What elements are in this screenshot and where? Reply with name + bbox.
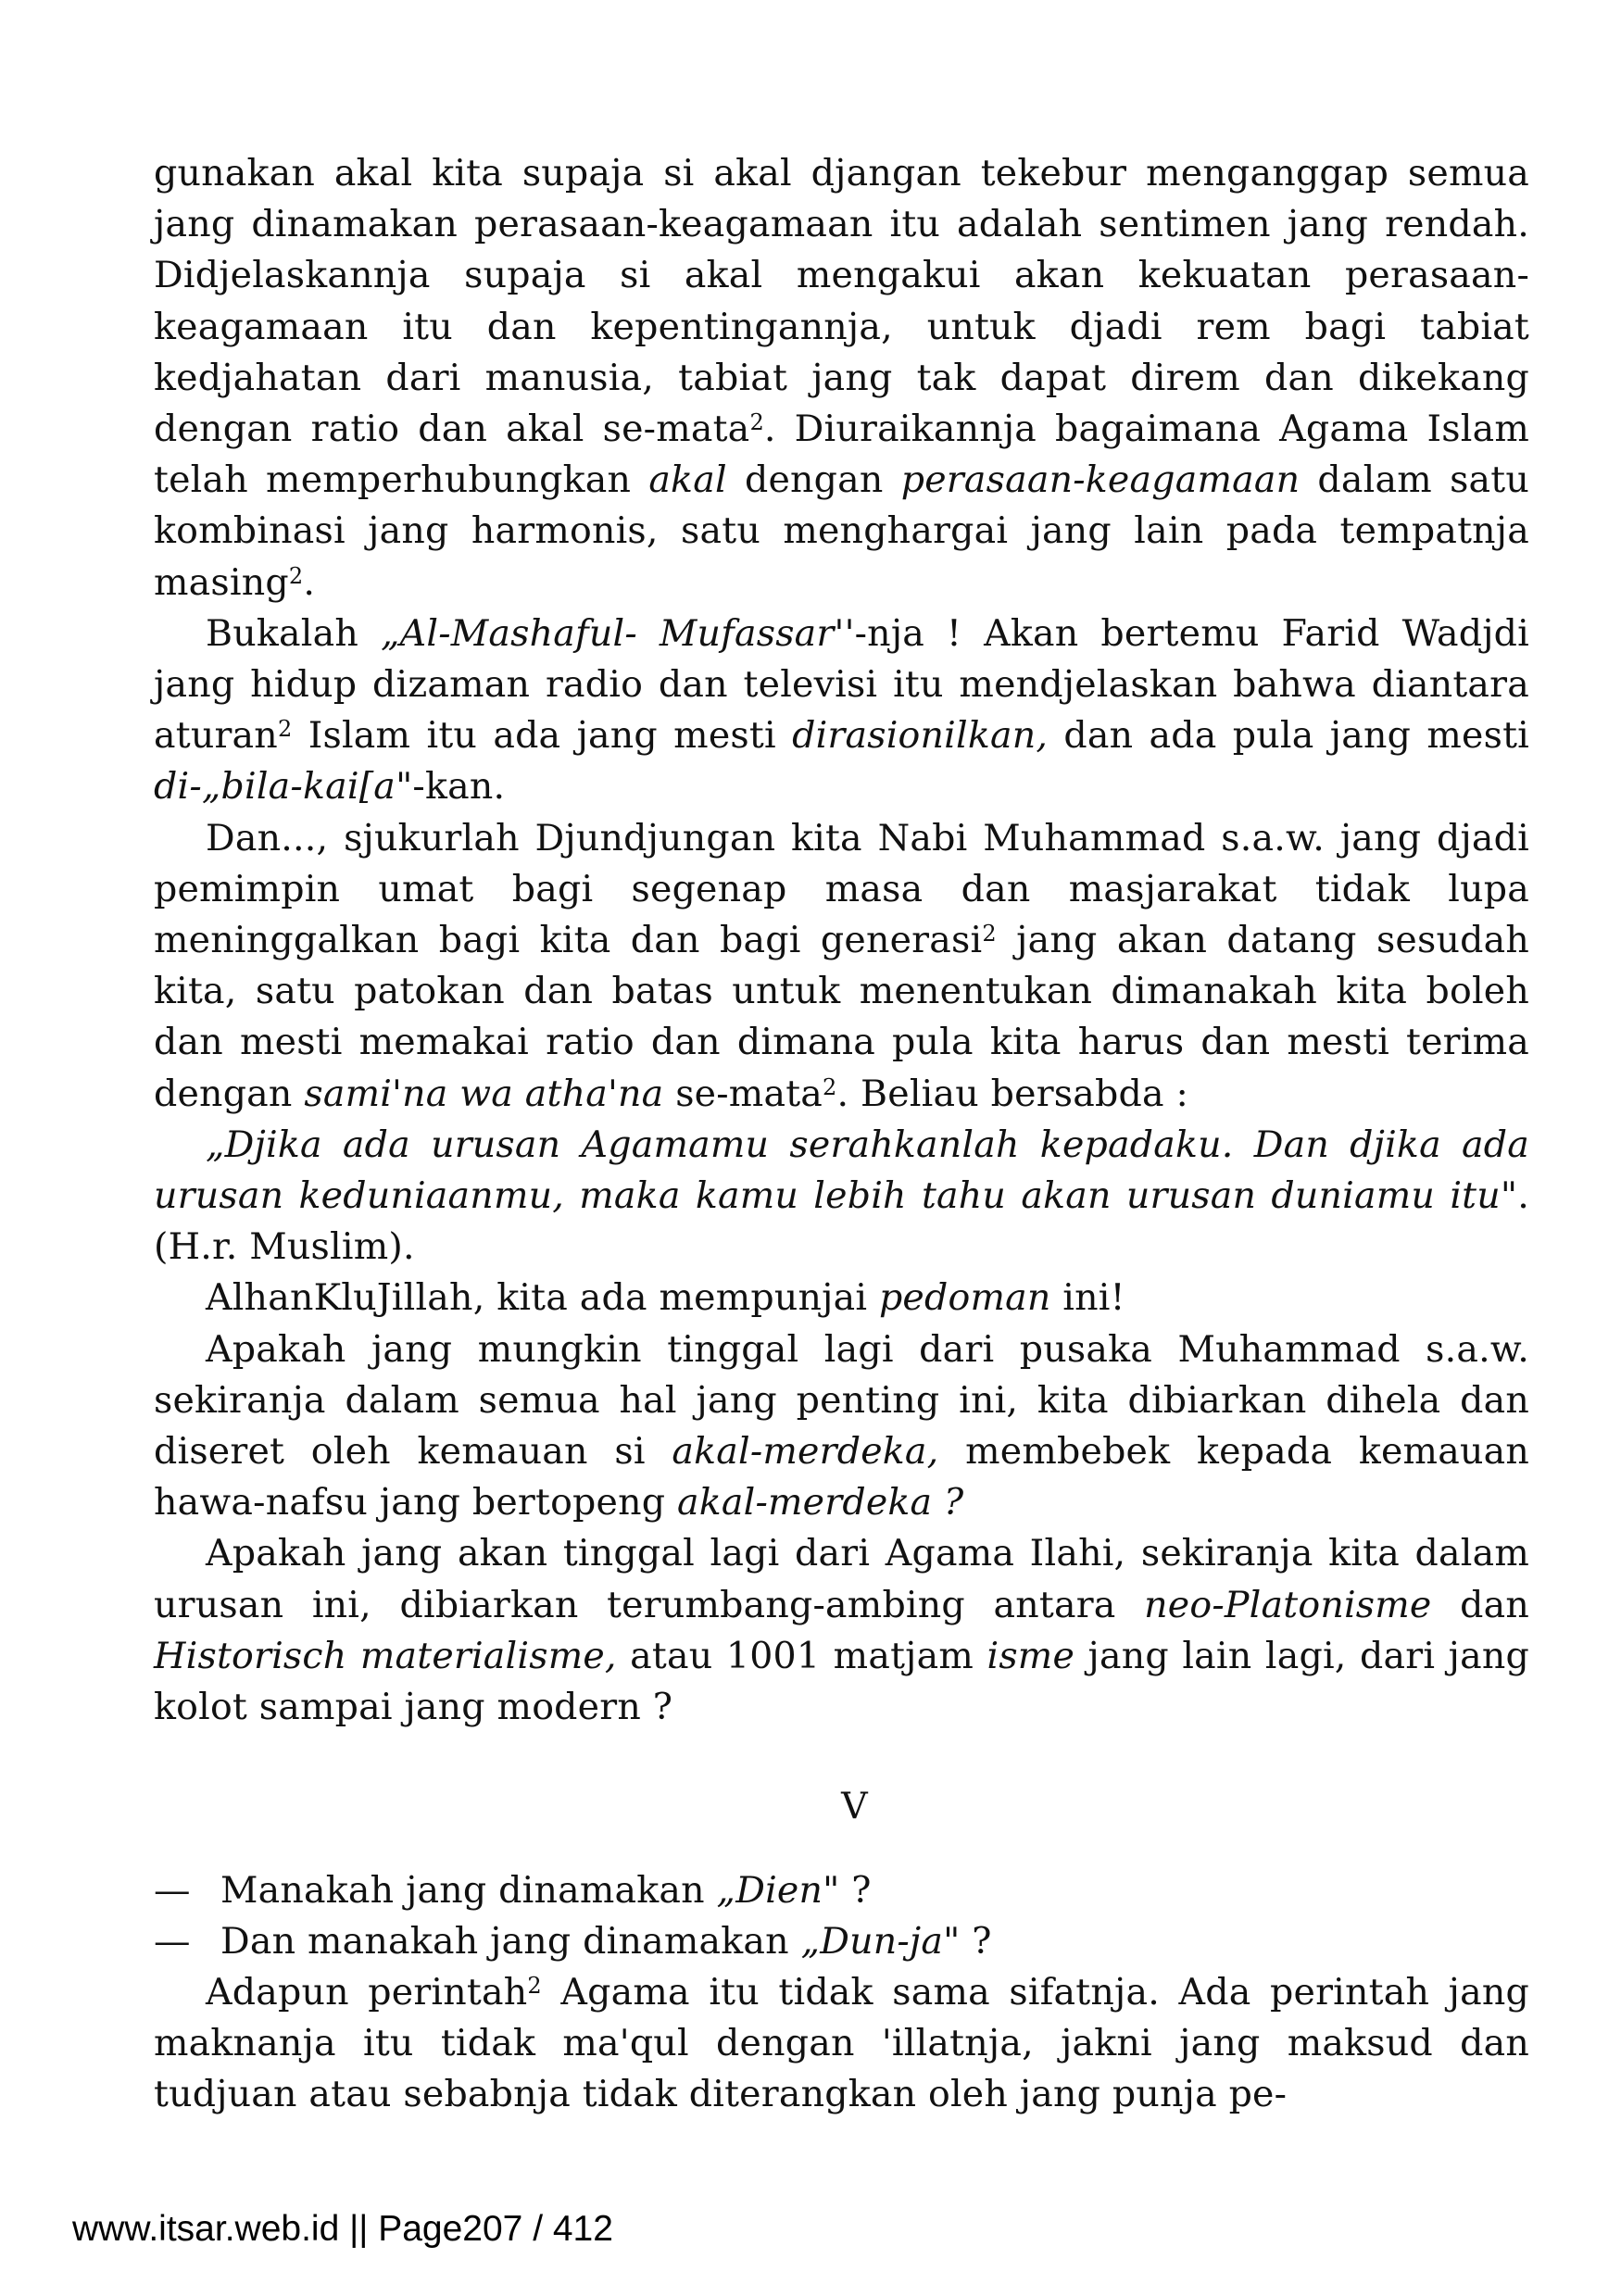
paragraph-text: . Beliau bersabda :	[836, 1072, 1188, 1115]
paragraph-text: Islam itu ada jang mesti	[292, 714, 793, 758]
paragraph-text: atau 1001 matjam	[616, 1634, 987, 1677]
paragraph-text: dan	[1431, 1583, 1529, 1626]
footnote-mark: 2	[982, 921, 997, 947]
paragraph-text: dan ada pula jang mesti	[1048, 714, 1529, 758]
italic-term: pedoman	[878, 1276, 1051, 1320]
paragraph-text: Dan..., sjukurlah Djundjungan kita Nabi Muhammad s.a.w. jang djadi pemimpin umat bagi segenap masa dan masjarakat tidak lupa meninggalkan bagi kita dan bagi generasi	[154, 816, 1529, 962]
paragraph-3	[154, 813, 1529, 1120]
paragraph-2	[154, 609, 1529, 813]
question-text: " ?	[823, 1868, 872, 1912]
footnote-mark: 2	[749, 409, 764, 436]
paragraph-text: ''-nja ! Akan bertemu Farid Wadjdi jang hidup dizaman radio dan televisi itu mendjelaskan bahwa diantara aturan	[154, 611, 1529, 758]
paragraph-text: gunakan akal kita supaja si akal djangan tekebur menganggap semua jang dinamakan perasaan-keagamaan itu adalah sentimen jang rendah. Didjelaskannja supaja si akal mengakui akan kekuatan perasaan-keagamaan itu dan kepentingannja, untuk djadi rem bagi tabiat kedjahatan dari manusia, tabiat jang tak dapat direm dan dikekang dengan ratio dan akal se-mata	[154, 152, 1529, 451]
section-numeral: V	[841, 1785, 868, 1828]
italic-term: dirasionilkan,	[792, 714, 1049, 758]
paragraph-text: jang akan datang sesudah kita, satu patokan dan batas untuk menentukan dimanakah kita boleh dan mesti memakai ratio dan dimana pula kita harus dan mesti terima dengan	[154, 919, 1529, 1115]
paragraph-text: dalam satu kombinasi jang harmonis, satu menghargai jang lain pada tempatnja masing	[154, 458, 1530, 604]
footnote-mark: 2	[823, 1073, 837, 1100]
paragraph-text: Adapun perintah	[206, 1970, 528, 2014]
em-dash: —	[154, 1868, 191, 1912]
footnote-mark: 2	[527, 1972, 542, 1999]
italic-term: „Dien	[716, 1868, 823, 1912]
paragraph-text: se-mata	[663, 1072, 823, 1115]
page-body	[154, 148, 1529, 2121]
question-text: " ?	[943, 1919, 992, 1963]
paragraph-1	[154, 148, 1529, 609]
italic-term: „Dun-ja	[800, 1919, 944, 1963]
question-line	[154, 1916, 1529, 1967]
em-dash: —	[154, 1919, 191, 1963]
italic-term: di-„bila-kai[a	[154, 765, 396, 809]
italic-term: akal-merdeka,	[672, 1430, 939, 1474]
paragraph-text: jang lain lagi, dari jang kolot sampai jang modern ?	[154, 1634, 1529, 1729]
italic-quote: „Djika ada urusan Agamamu serahkanlah kepadaku. Dan djika ada urusan keduniaanmu, maka kamu lebih tahu akan urusan duniamu itu	[154, 1123, 1529, 1218]
paragraph-text: Bukalah	[206, 611, 381, 655]
question-text: Dan manakah jang dinamakan	[220, 1919, 801, 1963]
italic-term: akal	[648, 458, 727, 502]
paragraph-text: AlhanKluJillah, kita ada mempunjai	[206, 1276, 879, 1320]
paragraph-text: dengan	[726, 458, 901, 502]
italic-title: „Al-Mashaful- Mufassar	[381, 611, 835, 655]
italic-term: akal-merdeka ?	[677, 1481, 964, 1524]
paragraph-5	[154, 1273, 1529, 1324]
paragraph-text: "-kan.	[396, 765, 506, 809]
hadith-quote	[154, 1120, 1529, 1273]
paragraph-last	[154, 1967, 1529, 2121]
paragraph-text: Apakah jang akan tinggal lagi dari Agama Ilahi, sekiranja kita dalam urusan ini, dibiarkan terumbang-ambing antara	[154, 1532, 1529, 1626]
footnote-mark: 2	[277, 716, 293, 743]
italic-term: neo-Platonisme	[1144, 1583, 1432, 1626]
italic-term: sami'na wa atha'na	[304, 1072, 664, 1115]
paragraph-text: membebek kepada kemauan hawa-nafsu jang bertopeng	[154, 1430, 1529, 1524]
section-spacer	[154, 1733, 1529, 1781]
paragraph-7	[154, 1528, 1529, 1733]
paragraph-text: .	[303, 560, 316, 604]
page-footer: www.itsar.web.id || Page207 / 412	[72, 2209, 613, 2249]
footnote-mark: 2	[288, 562, 304, 589]
question-text: Manakah jang dinamakan	[220, 1868, 717, 1912]
paragraph-text: Agama itu tidak sama sifatnja. Ada perintah jang maknanja itu tidak ma'qul dengan 'illatnja, jakni jang maksud dan tudjuan atau sebabnja tidak diterangkan oleh jang punja pe-	[154, 1970, 1529, 2116]
italic-term: isme	[986, 1634, 1075, 1677]
paragraph-text: . Diuraikannja bagaimana Agama Islam telah memperhubungkan	[154, 408, 1529, 502]
italic-term: perasaan-keagamaan	[900, 458, 1301, 502]
question-line	[154, 1865, 1529, 1916]
paragraph-text: ". (H.r. Muslim).	[154, 1174, 1529, 1269]
paragraph-text: ini!	[1050, 1276, 1125, 1320]
paragraph-text: Apakah jang mungkin tinggal lagi dari pusaka Muhammad s.a.w. sekiranja dalam semua hal jang penting ini, kita dibiarkan dihela dan diseret oleh kemauan si	[154, 1327, 1529, 1474]
italic-term: Historisch materialisme,	[154, 1634, 617, 1677]
paragraph-6	[154, 1324, 1529, 1529]
